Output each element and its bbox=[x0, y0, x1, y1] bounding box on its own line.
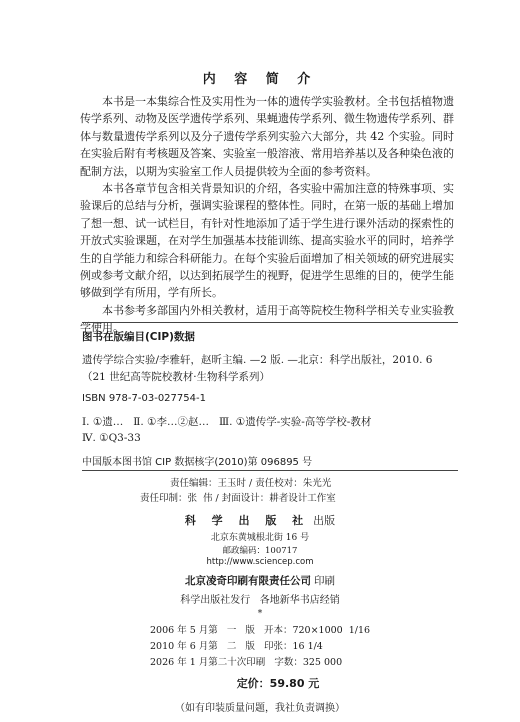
publisher-name-suffix: 出版 bbox=[313, 514, 336, 527]
quality-note: （如有印装质量问题，我社负责调换） bbox=[175, 703, 345, 714]
cip-record-line: 遗传学综合实验/李雅轩，赵昕主编. —2 版. —北京：科学出版社，2010. 6 bbox=[82, 354, 433, 366]
printer-suffix: 印刷 bbox=[314, 575, 335, 587]
cip-classification-line: Ⅰ. ①遗… Ⅱ. ①李…②赵… Ⅲ. ①遗传学-实验-高等学校-教材 bbox=[82, 415, 372, 428]
publisher-name bbox=[0, 512, 520, 528]
separator-star: * bbox=[257, 609, 263, 619]
editor-credits: 责任编辑：王玉时 / 责任校对：朱光光 bbox=[170, 478, 332, 489]
cip-number: 中国版本图书馆 CIP 数据核字(2010)第 096895 号 bbox=[82, 456, 313, 468]
isbn: ISBN 978-7-03-027754-1 bbox=[82, 393, 206, 404]
cip-block bbox=[82, 329, 458, 471]
edition-row: 2026 年 1 月第二十次印刷 字数：325 000 bbox=[150, 657, 343, 668]
publisher-address: 北京东黄城根北街 16 号 bbox=[210, 533, 310, 543]
cip-series-line: （21 世纪高等院校教材·生物科学系列） bbox=[82, 370, 271, 383]
cip-top-divider bbox=[82, 322, 458, 323]
printer-name-text: 北京凌奇印刷有限责任公司 bbox=[185, 575, 311, 587]
printer-name bbox=[0, 573, 520, 588]
cip-heading: 图书在版编目(CIP)数据 bbox=[82, 331, 195, 343]
intro-paragraph: 本书各章节包含相关背景知识的介绍，各实验中需加注意的特殊事项、实验课后的总结与分析，强调实验课程的整体性。同时，在第一版的基础上增加了想一想、试一试栏目，有针对性地添加了适于学生进行课外活动的探索性的开放式实验课题，在对学生加强基本技能训练、提高实验水平的同时，培养学生的自学能力和综合科研能力。在每个实验后面增加了相关领域的研究进展实例或参考文献介绍，以达到拓展学生的视野，促进学生思维的目的，使学生能够做到学有所用，学有所长。 bbox=[80, 182, 454, 300]
publisher-name-text: 科 学 出 版 社 bbox=[184, 514, 310, 527]
introduction bbox=[80, 93, 454, 337]
page-title: 内 容 简 介 bbox=[202, 72, 318, 87]
price: 定价：59.80 元 bbox=[236, 677, 320, 690]
cip-bottom-divider bbox=[82, 470, 458, 471]
edition-row: 2006 年 5 月第 一 版 开本：720×1000 1/16 bbox=[150, 625, 371, 636]
publisher-website: http://www.sciencep.com bbox=[206, 557, 314, 567]
edition-row: 2010 年 6 月第 二 版 印张：16 1/4 bbox=[150, 641, 323, 652]
intro-paragraph: 本书参考多部国内外相关教材，适用于高等院校生物科学相关专业实验教学使用。 bbox=[80, 303, 454, 335]
cip-classification-line: Ⅳ. ①Q3-33 bbox=[82, 432, 141, 444]
distribution-line: 科学出版社发行 各地新华书店经销 bbox=[180, 595, 340, 606]
publisher-postcode: 邮政编码：100717 bbox=[222, 546, 298, 556]
intro-paragraph: 本书是一本集综合性及实用性为一体的遗传学实验教材。全书包括植物遗传学系列、动物及医学遗传学系列、果蝇遗传学系列、微生物遗传学系列、群体与数量遗传学系列以及分子遗传学系列实验六大部分，共 42 个实验。同时在实验后附有考核题及答案、实验室一般溶液、常用培养基以及各种染色液的配制方法，以期为实验室工作人员提供较为全面的参考资料。 bbox=[80, 95, 454, 178]
production-credits: 责任印制：张 伟 / 封面设计：耕者设计工作室 bbox=[140, 493, 336, 504]
edition-table bbox=[150, 623, 450, 671]
